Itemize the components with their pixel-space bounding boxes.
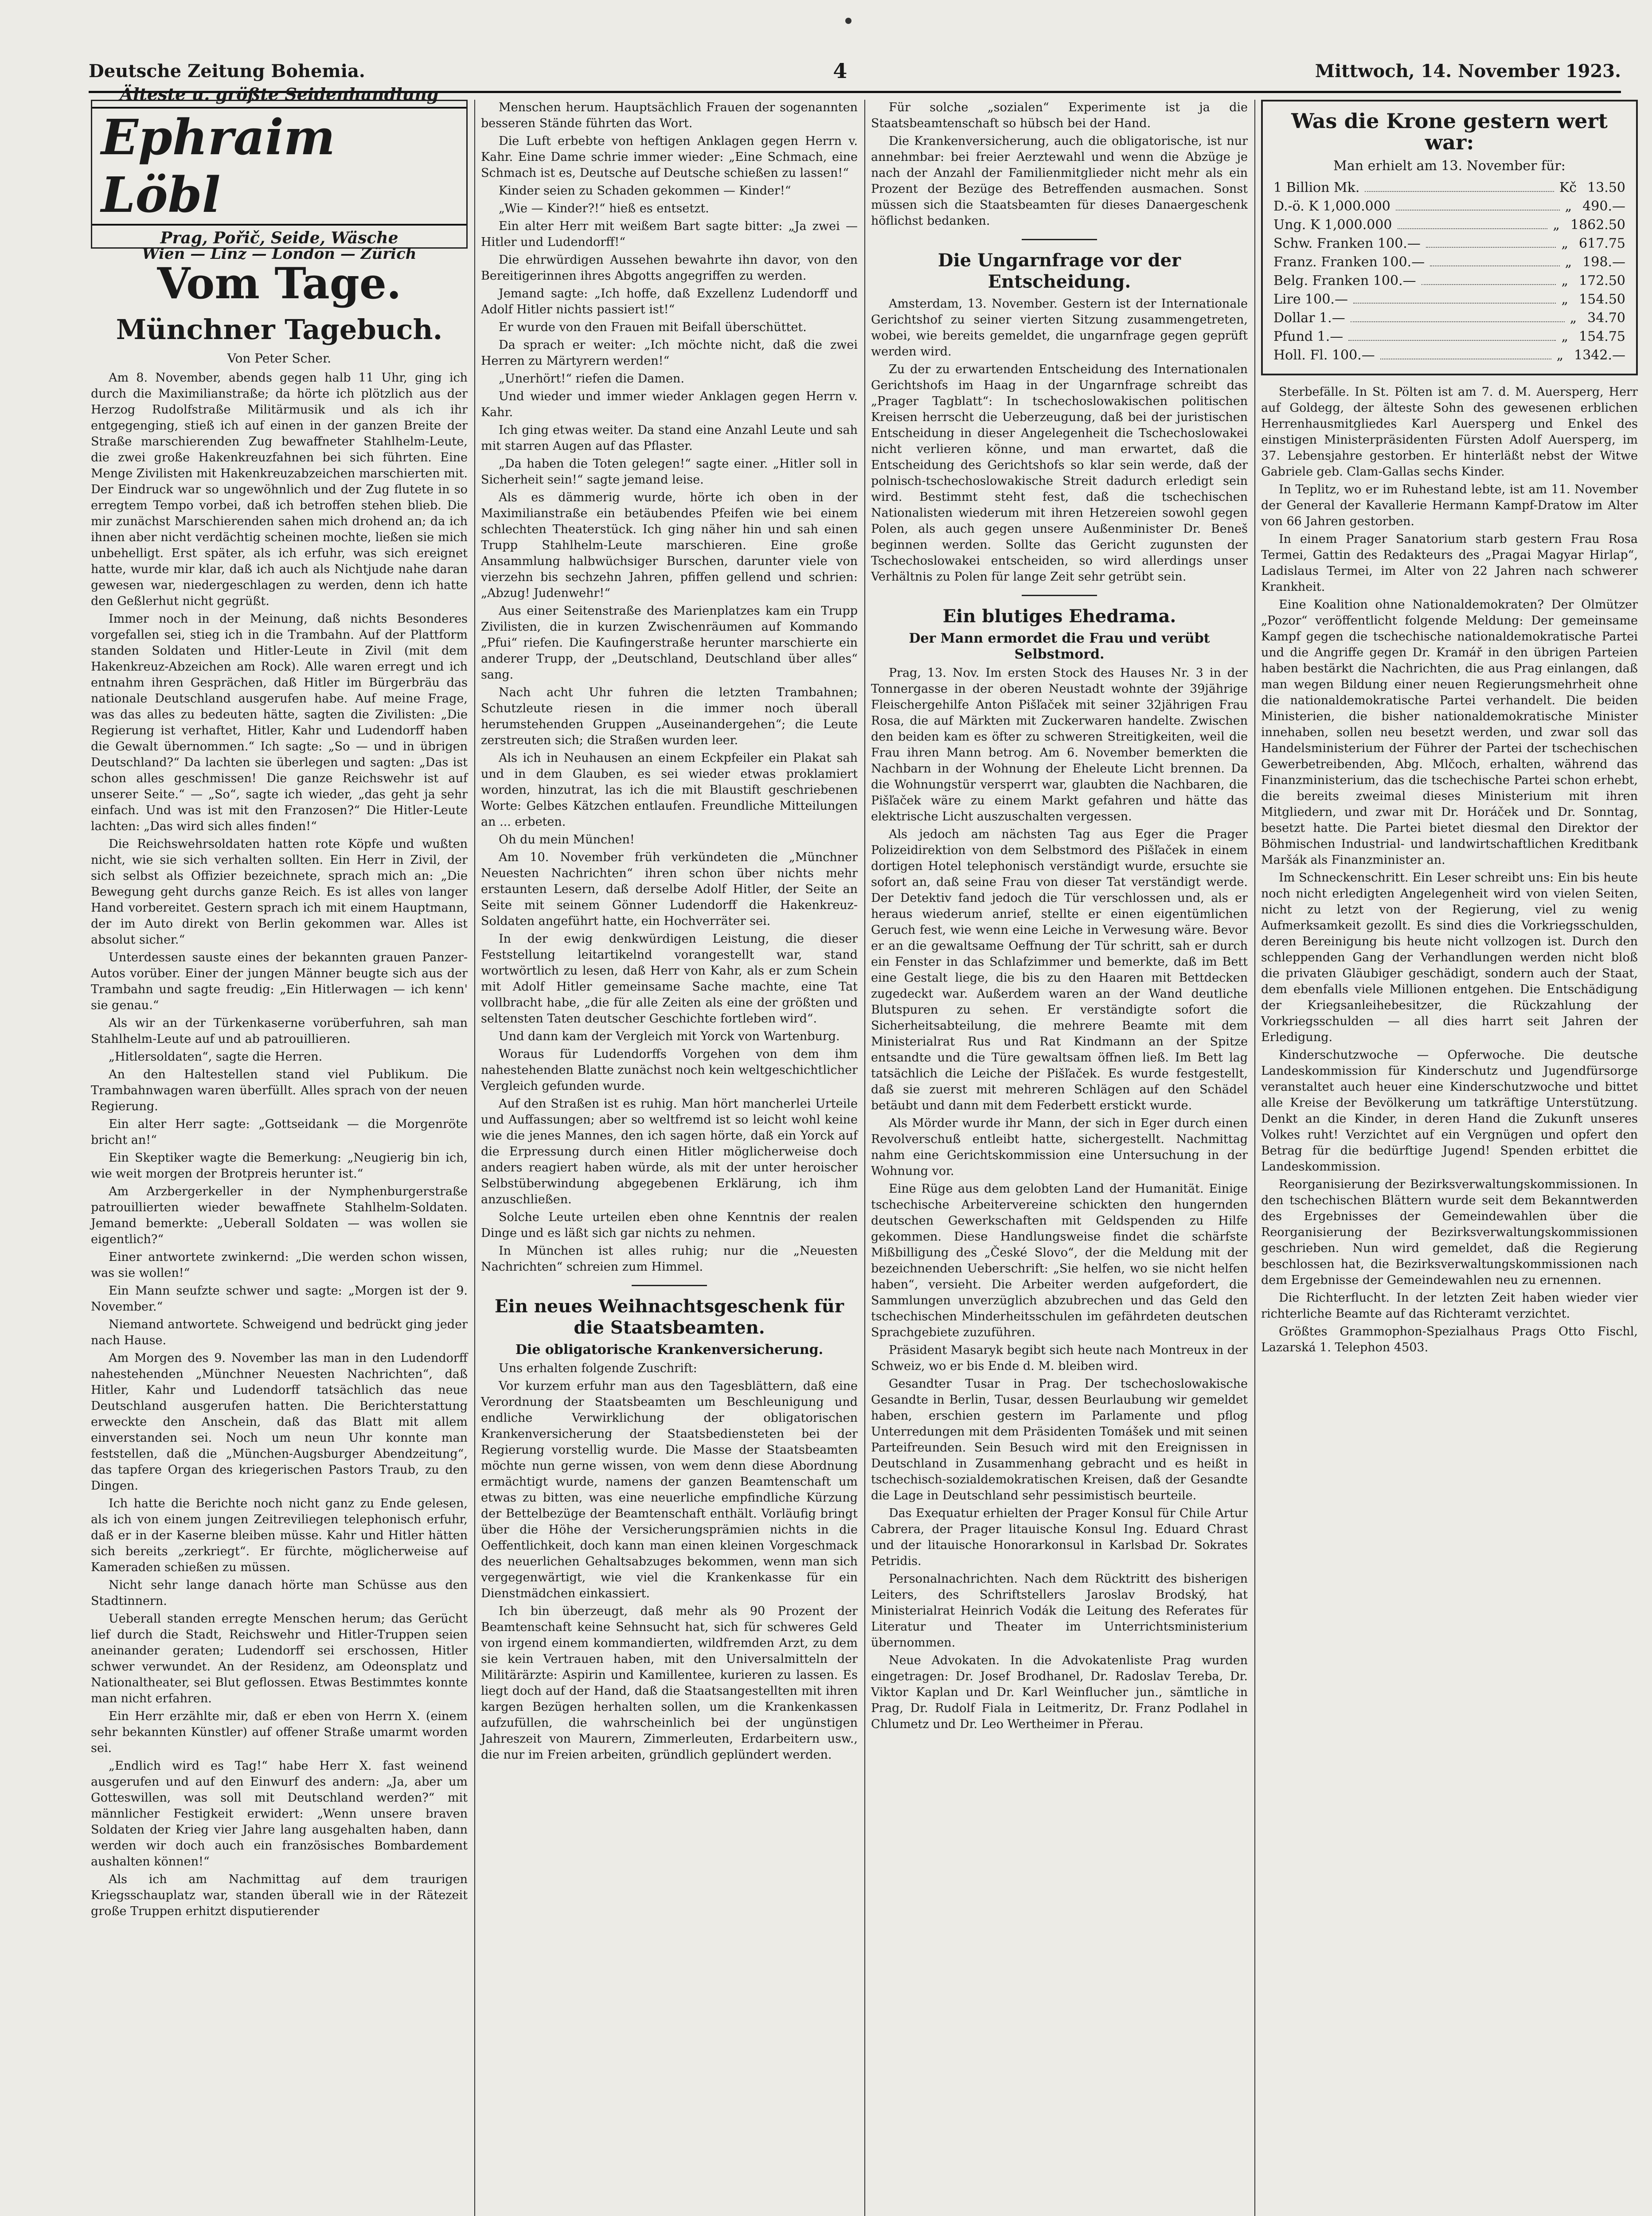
paragraph: Als ich am Nachmittag auf dem traurigen Kriegsschauplatz war, standen überall wie in der Rätezeit große Truppen erhitzt disputierender bbox=[91, 1873, 468, 1918]
paragraph: In München ist alles ruhig; nur die „Neuesten Nachrichten“ schreien zum Himmel. bbox=[481, 1244, 858, 1274]
paragraph: Als es dämmerig wurde, hörte ich oben in der Maximilianstraße ein betäubendes Pfeifen wie bei einem schlechten Theaterstück. Ich ging näher hin und sah einen Trupp Stahlhelm-Leute marschieren. Eine große Ansammlung halbwüchsiger Burschen, darunter viele von vierzehn bis sechzehn Jahren, pfiffen gellend und schrien: „Abzug! Judenwehr!“ bbox=[481, 491, 858, 600]
issue-date: Mittwoch, 14. November 1923. bbox=[1315, 60, 1621, 82]
rate-value: 154.75 bbox=[1579, 329, 1625, 344]
article-body bbox=[481, 1361, 858, 1763]
column-3 bbox=[871, 100, 1248, 2216]
paragraph: Die Luft erbebte von heftigen Anklagen gegen Herrn v. Kahr. Eine Dame schrie immer wieder: „Eine Schmach, eine Schmach ist es, Deutsche auf Deutsche schießen zu lassen!“ bbox=[481, 134, 858, 180]
paragraph: Und dann kam der Vergleich mit Yorck von Wartenburg. bbox=[499, 1030, 840, 1043]
currency-label: Lire 100.— bbox=[1273, 292, 1348, 307]
paragraph: Personalnachrichten. Nach dem Rücktritt des bisherigen Leiters, des Schriftstellers Jaroslav Brodský, hat Ministerialrat Heinrich Vodák die Leitung des Referates für Literatur und Theater im Unterrichtsministerium übernommen. bbox=[871, 1572, 1248, 1650]
paragraph: Jemand sagte: „Ich hoffe, daß Exzellenz Ludendorff und Adolf Hitler nichts passiert ist!“ bbox=[481, 287, 858, 316]
article-title: Münchner Tagebuch. bbox=[116, 313, 443, 346]
currency-label: Ung. K 1,000.000 bbox=[1273, 217, 1392, 233]
leader-dots bbox=[1380, 346, 1551, 359]
paragraph: Die Richterflucht. In der letzten Zeit haben wieder vier richterliche Beamte auf das Richteramt verzichtet. bbox=[1261, 1291, 1638, 1321]
paragraph: Kinder seien zu Schaden gekommen — Kinder!“ bbox=[499, 184, 791, 198]
column-1 bbox=[91, 84, 468, 2216]
exchange-rate-row bbox=[1273, 328, 1625, 346]
currency-unit: „ bbox=[1570, 310, 1577, 326]
currency-unit: „ bbox=[1561, 329, 1569, 344]
paragraph: Im Schneckenschritt. Ein Leser schreibt uns: Ein bis heute noch nicht erledigten Angelegenheit wird von vielen Seiten, nicht zu letzt von der Regierung, viel zu wenig Aufmerksamkeit gezollt. Es sind dies die Vorkriegsschulden, deren Bereinigung bis heute nicht vollzogen ist. Durch den schleppenden Gang der Verhandlungen werden nicht bloß die privaten Gläubiger geschädigt, sondern auch der Staat, dem ebenfalls viele Millionen entgehen. Die Entschädigung der Kriegsanleihebesitzer, die Rückzahlung der Vorkriegsschulden — all dies harrt seit Jahren der Erledigung. bbox=[1261, 871, 1638, 1044]
article-title: Ein blutiges Ehedrama. bbox=[942, 606, 1176, 627]
leader-dots bbox=[1396, 197, 1560, 211]
paragraph: Uns erhalten folgende Zuschrift: bbox=[499, 1362, 697, 1375]
currency-label: Dollar 1.— bbox=[1273, 310, 1345, 326]
currency-unit: „ bbox=[1561, 236, 1569, 251]
exchange-rates-title: Was die Krone gestern wert war: bbox=[1291, 109, 1608, 154]
ad-line-3: Prag, Pořič, Seide, Wäsche bbox=[160, 229, 398, 247]
currency-unit: „ bbox=[1561, 292, 1569, 307]
article-body bbox=[871, 665, 1248, 1732]
paragraph: Niemand antwortete. Schweigend und bedrückt ging jeder nach Hause. bbox=[91, 1318, 468, 1347]
currency-unit: „ bbox=[1561, 273, 1569, 289]
paragraph: Nicht sehr lange danach hörte man Schüsse aus den Stadtinnern. bbox=[91, 1578, 468, 1608]
advertisement-loebl bbox=[91, 84, 468, 263]
exchange-rates-intro: Man erhielt am 13. November für: bbox=[1333, 158, 1566, 174]
paragraph: Ein Skeptiker wagte die Bemerkung: „Neugierig bin ich, wie weit morgen der Brotpreis herunter ist.“ bbox=[91, 1151, 468, 1181]
currency-label: Franz. Franken 100.— bbox=[1273, 254, 1425, 270]
paragraph: „Unerhört!“ riefen die Damen. bbox=[499, 372, 684, 386]
paragraph: Präsident Masaryk begibt sich heute nach Montreux in der Schweiz, wo er bis Ende d. M. bleiben wird. bbox=[871, 1343, 1248, 1373]
paragraph: Oh du mein München! bbox=[499, 833, 635, 847]
currency-label: Schw. Franken 100.— bbox=[1273, 236, 1421, 251]
article-body bbox=[1261, 384, 1638, 1356]
leader-dots bbox=[1353, 290, 1556, 304]
currency-label: Holl. Fl. 100.— bbox=[1273, 347, 1375, 363]
exchange-rate-row bbox=[1273, 272, 1625, 290]
column-4 bbox=[1261, 100, 1638, 2216]
currency-unit: „ bbox=[1565, 254, 1572, 270]
article-body bbox=[871, 296, 1248, 585]
paragraph: Ein Mann seufzte schwer und sagte: „Morgen ist der 9. November.“ bbox=[91, 1284, 468, 1314]
paragraph: Am 8. November, abends gegen halb 11 Uhr, ging ich durch die Maximilianstraße; da hörte ich plötzlich aus der Herzog Rudolfstraße Militärmusik und als ich ihr entgegenging, stieß ich auf einen in der ganzen Breite der Straße marschierenden Zug bewaffneter Stahlhelm-Leute, die zwei große Hakenkreuzfahnen bei sich führten. Eine Menge Zivilisten mit Hakenkreuzabzeichen marschierten mit. Der Eindruck war so ungewöhnlich und der Zug flutete in so erregtem Tempo vorbei, daß ich betroffen stehen blieb. Die mir zunächst Marschierenden sahen mich drohend an; da ich ihnen aber nicht verdächtig scheinen mochte, ließen sie mich unbehelligt. Erst später, als ich erfuhr, was sich ereignet hatte, wurde mir klar, daß ich auch als Nichtjude nahe daran gewesen war, niedergeschlagen zu werden, denn ich hatte den Geßlerhut nicht gegrüßt. bbox=[91, 371, 468, 608]
currency-label: Pfund 1.— bbox=[1273, 329, 1343, 344]
paragraph: Ueberall standen erregte Menschen herum; das Gerücht lief durch die Stadt, Reichswehr und Hitler-Truppen seien aneinander geraten; Ludendorff sei erschossen, Hitler schwer verwundet. An der Residenz, am Odeonsplatz und Nationaltheater, sei Blut geflossen. Etwas Bestimmtes konnte man nicht erfahren. bbox=[91, 1612, 468, 1705]
rate-value: 154.50 bbox=[1579, 292, 1625, 307]
paragraph: Eine Rüge aus dem gelobten Land der Humanität. Einige tschechische Arbeitervereine schickten den hungernden deutschen Gewerkschaften mit Geldspenden zu Hilfe gekommen. Diese Handlungsweise findet die schärfste Mißbilligung des „České Slovo“, der die Meldung mit der bezeichnenden Ueberschrift: „Sie helfen, wo sie nicht helfen haben“, versieht. Die Arbeiter werden aufgefordert, die Sammlungen unverzüglich abzubrechen und das Geld den tschechischen Minderheitsschulen im gefährdeten deutschen Sprachgebiete zuzuführen. bbox=[871, 1182, 1248, 1339]
paragraph: Eine Koalition ohne Nationaldemokraten? Der Olmützer „Pozor“ veröffentlicht folgende Meldung: Der gemeinsame Kampf gegen die tschechische nationaldemokratische Partei und die Angriffe gegen Dr. Kramář in den übrigen Parteien haben bestärkt die Nachrichten, die aus Prag einlangen, daß man wegen Bildung einer neuen Regierungsmehrheit ohne die nationaldemokratische Partei verhandelt. Die beiden Ministerien, die bisher nationaldemokratische Minister innehaben, sollen neu besetzt werden, und zwar soll das Handelsministerium der Führer der Partei der tschechischen Gewerbetreibenden, Abg. Mlčoch, erhalten, während das Finanzministerium, das die tschechische Partei schon erhebt, die bereits zweimal dieses Ministerium mit ihren Mitgliedern, und zwar mit Dr. Horáček und Dr. Sonntag, besetzt hatte. Die Partei bietet diesmal den Direktor der Böhmischen Industrial- und landwirtschaftlichen Kreditbank Maršák als Finanzminister an. bbox=[1261, 598, 1638, 867]
column-2 bbox=[481, 100, 858, 2216]
currency-label: 1 Billion Mk. bbox=[1273, 180, 1360, 195]
rate-value: 13.50 bbox=[1587, 180, 1625, 195]
paragraph: In der ewig denkwürdigen Leistung, die dieser Feststellung leitartikelnd vorangestellt war, stand wortwörtlich zu lesen, daß Herr von Kahr, als er zum Schein mit Adolf Hitler gemeinsame Sache machte, eine Tat vollbracht habe, „die für alle Zeiten als eine der größten und seltensten Taten deutscher Geschichte fortleben wird“. bbox=[481, 932, 858, 1026]
paragraph: Als wir an der Türkenkaserne vorüberfuhren, sah man Stahlhelm-Leute auf und ab patrouillieren. bbox=[91, 1016, 468, 1046]
paragraph: Sterbefälle. In St. Pölten ist am 7. d. M. Auersperg, Herr auf Goldegg, der älteste Sohn des gewesenen erblichen Herrenhausmitgliedes Karl Auersperg und Enkel des einstigen Ministerpräsidenten Fürsten Adolf Auersperg, im 37. Lebensjahre gestorben. Er hinterläßt nebst der Witwe Gabriele geb. Clam-Gallas sechs Kinder. bbox=[1261, 385, 1638, 479]
rate-value: 172.50 bbox=[1579, 273, 1625, 289]
article-body bbox=[871, 100, 1248, 229]
currency-unit: „ bbox=[1553, 217, 1560, 233]
exchange-rate-row bbox=[1273, 309, 1625, 328]
paragraph: Und wieder und immer wieder Anklagen gegen Herrn v. Kahr. bbox=[481, 390, 858, 419]
paragraph: Zu der zu erwartenden Entscheidung des Internationalen Gerichtshofs im Haag in der Ungarnfrage schreibt das „Prager Tagblatt“: In tschechoslowakischen politischen Kreisen herrscht die Ueberzeugung, daß bei der juristischen Entscheidung in dieser Angelegenheit die Tschechoslowakei nicht verlieren könne, und man erwartet, daß die Entscheidung des Gerichtshofs so klar sein werde, daß der polnisch-tschechoslowakische Streit dadurch erledigt sein wird. Bestimmt steht fest, daß die tschechischen Nationalisten wiederum mit ihren Hetzereien sowohl gegen Polen, als auch gegen unsere Außenminister Dr. Beneš beginnen werden. Sollte das Gericht zugunsten der Tschechoslowakei entscheiden, so wird allerdings unser Verhältnis zu Polen für lange Zeit sehr getrübt sein. bbox=[871, 363, 1248, 584]
currency-unit: Kč bbox=[1559, 180, 1577, 195]
paragraph: Er wurde von den Frauen mit Beifall überschüttet. bbox=[499, 320, 807, 334]
leader-dots bbox=[1348, 328, 1556, 341]
paragraph: „Da haben die Toten gelegen!“ sagte einer. „Hitler soll in Sicherheit sein!“ sagte jemand leise. bbox=[481, 457, 858, 487]
paragraph: Prag, 13. Nov. Im ersten Stock des Hauses Nr. 3 in der Tonnergasse in der oberen Neustadt wohnte der 39jährige Fleischergehilfe Anton Pišľaček mit seiner 32jährigen Frau Rosa, die auf Märkten mit Zuckerwaren handelte. Zwischen den beiden kam es öfter zu schweren Streitigkeiten, weil die Frau ihren Mann betrog. Am 6. November bemerkten die Nachbarn in der Wohnung der Eheleute Licht brennen. Da die Wohnungstür versperrt war, glaubten die Nachbaren, die Pišľaček wäre zu einem Markt gefahren und hätte das elektrische Licht auszuschalten vergessen. bbox=[871, 666, 1248, 823]
paragraph: Als jedoch am nächsten Tag aus Eger die Prager Polizeidirektion von dem Selbstmord des Pišľaček in einem dortigen Hotel telephonisch verständigt wurde, ersuchte sie sofort an, daß seine Frau von dieser Tat verständigt werde. Der Detektiv fand jedoch die Tür verschlossen und, als er heraus wiederum anrief, stellte er einen eigentümlichen Geruch fest, wie wenn eine Leiche in Verwesung wäre. Bevor er an die gewaltsame Oeffnung der Tür schritt, sah er durch ein Fenster in das Schlafzimmer und bemerkte, daß im Bett eine Gestalt liege, die bis zu den Haaren mit Bettdecken zugedeckt war. Außerdem waren an der Wand deutliche Blutspuren zu sehen. Er verständigte sofort die Sicherheitsabteilung, die mehrere Beamte mit dem Ministerialrat Rus und Rat Kindmann an der Spitze entsandte und die Türe gewaltsam öffnen ließ. Im Bett lag tatsächlich die Leiche der Pišľaček. Es wurde festgestellt, daß sie zuerst mit mehreren Schlägen auf den Schädel betäubt und dann mit dem Federbett erstickt wurde. bbox=[871, 827, 1248, 1112]
article-title: Ein neues Weihnachtsgeschenk für die Staatsbeamten. bbox=[495, 1296, 844, 1338]
paragraph: Für solche „sozialen“ Experimente ist ja die Staatsbeamtenschaft so hübsch bei der Hand. bbox=[871, 101, 1248, 130]
paragraph: Ich bin überzeugt, daß mehr als 90 Prozent der Beamtenschaft keine Sehnsucht hat, sich für schweres Geld von irgend einem kommandierten, wildfremden Arzt, zu dem sie kein Vertrauen haben, mit den Universalmitteln der Militärärzte: Aspirin und Kamillentee, kurieren zu lassen. Es liegt doch auf der Hand, daß die Staatsangestellten mit ihren kargen Bezügen herhalten sollen, um die Krankenkassen aufzufüllen, die wahrscheinlich bei der ungünstigen Jahreszeit von Maurern, Zimmerleuten, Erdarbeitern usw., die nur im Freien arbeiten, gründlich geplündert werden. bbox=[481, 1604, 858, 1762]
article-body bbox=[91, 370, 468, 1919]
paragraph: Das Exequatur erhielten der Prager Konsul für Chile Artur Cabrera, der Prager litauische Konsul Ing. Eduard Chrast und der litauische Honorarkonsul in Karlsbad Dr. Sokrates Petridis. bbox=[871, 1506, 1248, 1568]
currency-unit: „ bbox=[1565, 199, 1572, 214]
separator bbox=[1022, 595, 1097, 596]
ad-line-4: Wien — Linz — London — Zürich bbox=[142, 245, 417, 263]
rate-value: 617.75 bbox=[1579, 236, 1625, 251]
separator bbox=[1022, 239, 1097, 240]
exchange-rate-row bbox=[1273, 216, 1625, 234]
leader-dots bbox=[1422, 272, 1556, 285]
leader-dots bbox=[1426, 234, 1556, 248]
leader-dots bbox=[1365, 179, 1554, 192]
paragraph: Größtes Grammophon-Spezialhaus Prags Otto Fischl, Lazarská 1. Telephon 4503. bbox=[1261, 1325, 1638, 1354]
paragraph: Einer antwortete zwinkernd: „Die werden schon wissen, was sie wollen!“ bbox=[91, 1250, 468, 1280]
rate-value: 1342.— bbox=[1574, 347, 1625, 363]
paragraph: Als Mörder wurde ihr Mann, der sich in Eger durch einen Revolverschuß entleibt hatte, sichergestellt. Nachmittag nahm eine Gerichtskommission eine Untersuchung in der Wohnung vor. bbox=[871, 1116, 1248, 1178]
leader-dots bbox=[1430, 253, 1559, 266]
leader-dots bbox=[1351, 309, 1565, 322]
paragraph: „Hitlersoldaten“, sagte die Herren. bbox=[109, 1050, 323, 1064]
exchange-rates-box bbox=[1261, 100, 1638, 375]
paragraph: Ein Herr erzählte mir, daß er eben von Herrn X. (einem sehr bekannten Künstler) auf offener Straße umarmt worden sei. bbox=[91, 1709, 468, 1755]
page-header bbox=[89, 58, 1621, 84]
article-author: Von Peter Scher. bbox=[227, 351, 332, 366]
paragraph: Unterdessen sauste eines der bekannten grauen Panzer-Autos vorüber. Einer der jungen Männer beugte sich aus der Trambahn und sagte freudig: „Ein Hitlerwagen — ich kenn' sie genau.“ bbox=[91, 951, 468, 1012]
separator bbox=[632, 1285, 707, 1286]
page-mark bbox=[845, 18, 851, 24]
paragraph: Die Krankenversicherung, auch die obligatorische, ist nur annehmbar: bei freier Aerztewahl und wenn die Abzüge je nach der Anzahl der Familienmitglieder nicht mehr als ein Prozent der Bezüge des Betreffenden ausmachen. Sonst müssen sich die Staatsbeamten für dieses Danaergeschenk höflichst bedanken. bbox=[871, 134, 1248, 228]
column-divider bbox=[864, 100, 865, 2216]
paragraph: Reorganisierung der Bezirksverwaltungskommissionen. In den tschechischen Blättern wurde seit dem Bekanntwerden des Ergebnisses der Gemeindewahlen über die Reorganisierung der Bezirksverwaltungskommissionen geschrieben. Nun wird gemeldet, daß die Regierung beschlossen hat, die Bezirksverwaltungskommissionen nach dem Ergebnisse der Gemeindewahlen neu zu ernennen. bbox=[1261, 1178, 1638, 1287]
exchange-rate-row bbox=[1273, 197, 1625, 216]
paragraph: Da sprach er weiter: „Ich möchte nicht, daß die zwei Herren zu Märtyrern werden!“ bbox=[481, 338, 858, 368]
currency-label: D.-ö. K 1,000.000 bbox=[1273, 199, 1390, 214]
paragraph: Ich ging etwas weiter. Da stand eine Anzahl Leute und sah mit starren Augen auf das Pflaster. bbox=[481, 423, 858, 453]
paragraph: In einem Prager Sanatorium starb gestern Frau Rosa Termei, Gattin des Redakteurs des „Pragai Magyar Hirlap“, Ladislaus Termei, im Alter von 22 Jahren nach schwerer Krankheit. bbox=[1261, 532, 1638, 594]
leader-dots bbox=[1398, 216, 1548, 229]
paragraph: Am Arzbergerkeller in der Nymphenburgerstraße patrouillierten wieder bewaffnete Stahlhelm-Soldaten. Jemand bemerkte: „Ueberall Soldaten — was wollen sie eigentlich?“ bbox=[91, 1185, 468, 1246]
paragraph: Ein alter Herr mit weißem Bart sagte bitter: „Ja zwei — Hitler und Ludendorff!“ bbox=[481, 219, 858, 249]
paragraph: Auf den Straßen ist es ruhig. Man hört mancherlei Urteile und Auffassungen; aber so weltfremd ist so leicht wohl keine wie die jenes Mannes, den ich sagen hörte, daß ein Yorck auf die Erpressung durch einen Hitler möglicherweise doch anders reagiert haben würde, als mit der unter heroischer Selbstüberwindung abgegebenen Erklärung, ich ihm anzuschließen. bbox=[481, 1097, 858, 1206]
paragraph: Neue Advokaten. In die Advokatenliste Prag wurden eingetragen: Dr. Josef Brodhanel, Dr. Radoslav Tereba, Dr. Viktor Kaplan und Dr. Karl Weinflucher jun., sämtliche in Prag, Dr. Rudolf Fiala in Leitmeritz, Dr. Franz Podlahel in Chlumetz und Dr. Leo Wertheimer in Přerau. bbox=[871, 1654, 1248, 1731]
paragraph: Ich hatte die Berichte noch nicht ganz zu Ende gelesen, als ich von einem jungen Zeitreviliegen telephonisch erfuhr, daß er in der Kaserne bleiben müsse. Kahr und Hitler hätten sich bereits „zerkriegt“. Er fürchte, möglicherweise auf Kameraden schießen zu müssen. bbox=[91, 1497, 468, 1574]
paragraph: Aus einer Seitenstraße des Marienplatzes kam ein Trupp Zivilisten, die in kurzen Zwischenräumen auf Kommando „Pfui“ riefen. Die Kaufingerstraße herunter marschierte ein anderer Trupp, der „Deutschland, Deutschland über alles“ sang. bbox=[481, 604, 858, 682]
rate-value: 1862.50 bbox=[1570, 217, 1625, 233]
paragraph: Am Morgen des 9. November las man in den Ludendorff nahestehenden „Münchner Neuesten Nachrichten“, daß Hitler, Kahr und Ludendorff tatsächlich das neue Deutschland ausgerufen hatten. Die Berichterstattung erweckte den Anschein, daß das Blatt mit allem einverstanden sei. Noch um neun Uhr konnte man feststellen, daß die „München-Augsburger Abendzeitung“, das tapfere Organ des kriegerischen Pastors Traub, zu den Dingen. bbox=[91, 1351, 468, 1493]
currency-label: Belg. Franken 100.— bbox=[1273, 273, 1416, 289]
paragraph: In Teplitz, wo er im Ruhestand lebte, ist am 11. November der General der Kavallerie Hermann Kampf-Dratow im Alter von 66 Jahren gestorben. bbox=[1261, 483, 1638, 528]
newspaper-name: Deutsche Zeitung Bohemia. bbox=[89, 60, 365, 82]
rate-value: 34.70 bbox=[1587, 310, 1625, 326]
exchange-rates-list bbox=[1273, 179, 1625, 365]
paragraph: Am 10. November früh verkündeten die „Münchner Neuesten Nachrichten“ ihren schon über nichts mehr erstaunten Lesern, daß derselbe Adolf Hitler, der Seite an Seite mit seinem Gönner Ludendorff die Hakenkreuz-Soldaten angeführt hatte, ein Hochverräter sei. bbox=[481, 851, 858, 928]
paragraph: Als ich in Neuhausen an einem Eckpfeiler ein Plakat sah und in dem Glauben, es sei wieder etwas proklamiert worden, hinzutrat, las ich die mit Blaustift geschriebenen Worte: Gelbes Kätzchen entlaufen. Freundliche Mitteilungen an ... erbeten. bbox=[481, 751, 858, 829]
rate-value: 198.— bbox=[1582, 254, 1625, 270]
currency-unit: „ bbox=[1556, 347, 1564, 363]
paragraph: Die ehrwürdigen Aussehen bewahrte ihn davor, von den Bereitigerinnen ihres Abgotts angegriffen zu werden. bbox=[481, 253, 858, 283]
paragraph: Immer noch in der Meinung, daß nichts Besonderes vorgefallen sei, stieg ich in die Trambahn. Auf der Plattform standen Soldaten und Hitler-Leute in Zivil (mit dem Hakenkreuz-Abzeichen am Rock). Alle waren erregt und ich entnahm ihren Gesprächen, daß Hitler im Bürgerbräu das nationale Deutschland ausgerufen habe. Auf meine Frage, was das alles zu bedeuten hätte, sagten die Zivilisten: „Die Regierung ist verhaftet, Hitler, Kahr und Ludendorff haben die Gewalt übernommen.“ Ich sagte: „So — und in übrigen Deutschland?“ Da lachten sie überlegen und sagten: „Das ist schon alles geschmissen! Die ganze Reichswehr ist auf unserer Seite.“ — „So“, sagte ich wieder, „das geht ja sehr einfach. Und was ist mit den Franzosen?“ Die Hitler-Leute lachten: „Das wird sich alles finden!“ bbox=[91, 612, 468, 833]
paragraph: Solche Leute urteilen eben ohne Kenntnis der realen Dinge und es läßt sich gar nichts zu nehmen. bbox=[481, 1210, 858, 1240]
section-title: Vom Tage. bbox=[157, 258, 402, 308]
paragraph: „Wie — Kinder?!“ hieß es entsetzt. bbox=[499, 202, 709, 215]
paragraph: Woraus für Ludendorffs Vorgehen von dem ihm nahestehenden Blatte zunächst noch kein weltgeschichtlicher Vergleich gefunden wurde. bbox=[481, 1047, 858, 1093]
paragraph: Menschen herum. Hauptsächlich Frauen der sogenannten besseren Stände führten das Wort. bbox=[481, 101, 858, 130]
exchange-rate-row bbox=[1273, 290, 1625, 309]
paragraph: Vor kurzem erfuhr man aus den Tagesblättern, daß eine Verordnung der Staatsbeamten um Beschleunigung und endliche Verwirklichung der obligatorischen Krankenversicherung der Staatsbediensteten bei der Regierung vorstellig wurde. Die Masse der Staatsbeamten möchte nun gerne wissen, von wem denn diese Abordnung ermächtigt wurde, namens der ganzen Beamtenschaft um etwas zu bitten, was eine neuerliche empfindliche Kürzung der Bettelbezüge der Beamtenschaft enthält. Vorläufig bringt über die Höhe der Versicherungsprämien nichts in die Oeffentlichkeit, doch kann man einen kleinen Vorgeschmack des neuerlichen Gehaltsabzuges bekommen, wenn man sich vergegenwärtigt, wie viel die Krankenkasse für ein Dienstmädchen einkassiert. bbox=[481, 1379, 858, 1600]
paragraph: Amsterdam, 13. November. Gestern ist der Internationale Gerichtshof zu seiner vierten Sitzung zusammengetreten, wobei, wie bereits gemeldet, die ungarnfrage gegen geprüft werden wird. bbox=[871, 297, 1248, 359]
paragraph: An den Haltestellen stand viel Publikum. Die Trambahnwagen waren überfüllt. Alles sprach von der neuen Regierung. bbox=[91, 1068, 468, 1113]
exchange-rate-row bbox=[1273, 253, 1625, 272]
paragraph: Kinderschutzwoche — Opferwoche. Die deutsche Landeskommission für Kinderschutz und Jugendfürsorge veranstaltet auch heuer eine Kinderschutzwoche und bittet alle Kreise der Bevölkerung um tatkräftige Unterstützung. Denkt an die Kinder, in deren Hand die Zukunft unseres Volkes ruht! Verzichtet auf ein Vergnügen und opfert den Betrag für die bedürftige Jugend! Spenden erbittet die Landeskommission. bbox=[1261, 1048, 1638, 1174]
paragraph: Nach acht Uhr fuhren die letzten Trambahnen; Schutzleute riesen in die immer noch überall herumstehenden Gruppen „Auseinandergehen“; die Leute zerstreuten sich; die Straßen wurden leer. bbox=[481, 686, 858, 747]
column-divider bbox=[1254, 100, 1255, 2216]
rate-value: 490.— bbox=[1582, 199, 1625, 214]
ad-line-1: Älteste u. größte Seidenhandlung bbox=[120, 84, 439, 104]
article-body bbox=[481, 100, 858, 1275]
exchange-rate-row bbox=[1273, 179, 1625, 197]
page-number: 4 bbox=[833, 59, 847, 83]
exchange-rate-row bbox=[1273, 346, 1625, 365]
paragraph: Gesandter Tusar in Prag. Der tschechoslowakische Gesandte in Berlin, Tusar, dessen Beurlaubung wir gemeldet haben, erschien gestern im Parlamente und pflog Unterredungen mit dem Präsidenten Tomášek und mit seinen Parteifreunden. Sein Besuch wird mit den Ereignissen in Deutschland in Zusammenhang gebracht und es heißt in tschechisch-sozialdemokratischen Kreisen, daß der Gesandte die Lage in Deutschland sehr pessimistisch beurteile. bbox=[871, 1377, 1248, 1502]
article-subtitle: Die obligatorische Krankenversicherung. bbox=[515, 1342, 824, 1358]
exchange-rate-row bbox=[1273, 234, 1625, 253]
paragraph: „Endlich wird es Tag!“ habe Herr X. fast weinend ausgerufen und auf den Einwurf des andern: „Ja, aber um Gotteswillen, was soll mit Deutschland werden?“ mit männlicher Festigkeit erwidert: „Wenn unsere braven Soldaten der Krieg vier Jahre lang ausgehalten haben, dann werden wir doch auch ein französisches Bombardement aushalten können!“ bbox=[91, 1759, 468, 1869]
ad-company-name: Ephraim Löbl bbox=[92, 107, 466, 226]
column-divider bbox=[474, 100, 475, 2216]
paragraph: Ein alter Herr sagte: „Gottseidank — die Morgenröte bricht an!“ bbox=[91, 1117, 468, 1147]
article-title: Die Ungarnfrage vor der Entscheidung. bbox=[937, 250, 1181, 292]
article-subtitle: Der Mann ermordet die Frau und verübt Selbstmord. bbox=[909, 631, 1210, 662]
paragraph: Die Reichswehrsoldaten hatten rote Köpfe und wußten nicht, wie sie sich verhalten sollten. Ein Herr in Zivil, der sich selbst als Offizier bezeichnete, sprach mich an: „Die Bewegung geht durchs ganze Reich. Es ist alles von langer Hand vorbereitet. Gestern sprach ich mit einem Hauptmann, der im Auto direkt von Berlin gekommen war. Alles ist absolut sicher.“ bbox=[91, 837, 468, 947]
